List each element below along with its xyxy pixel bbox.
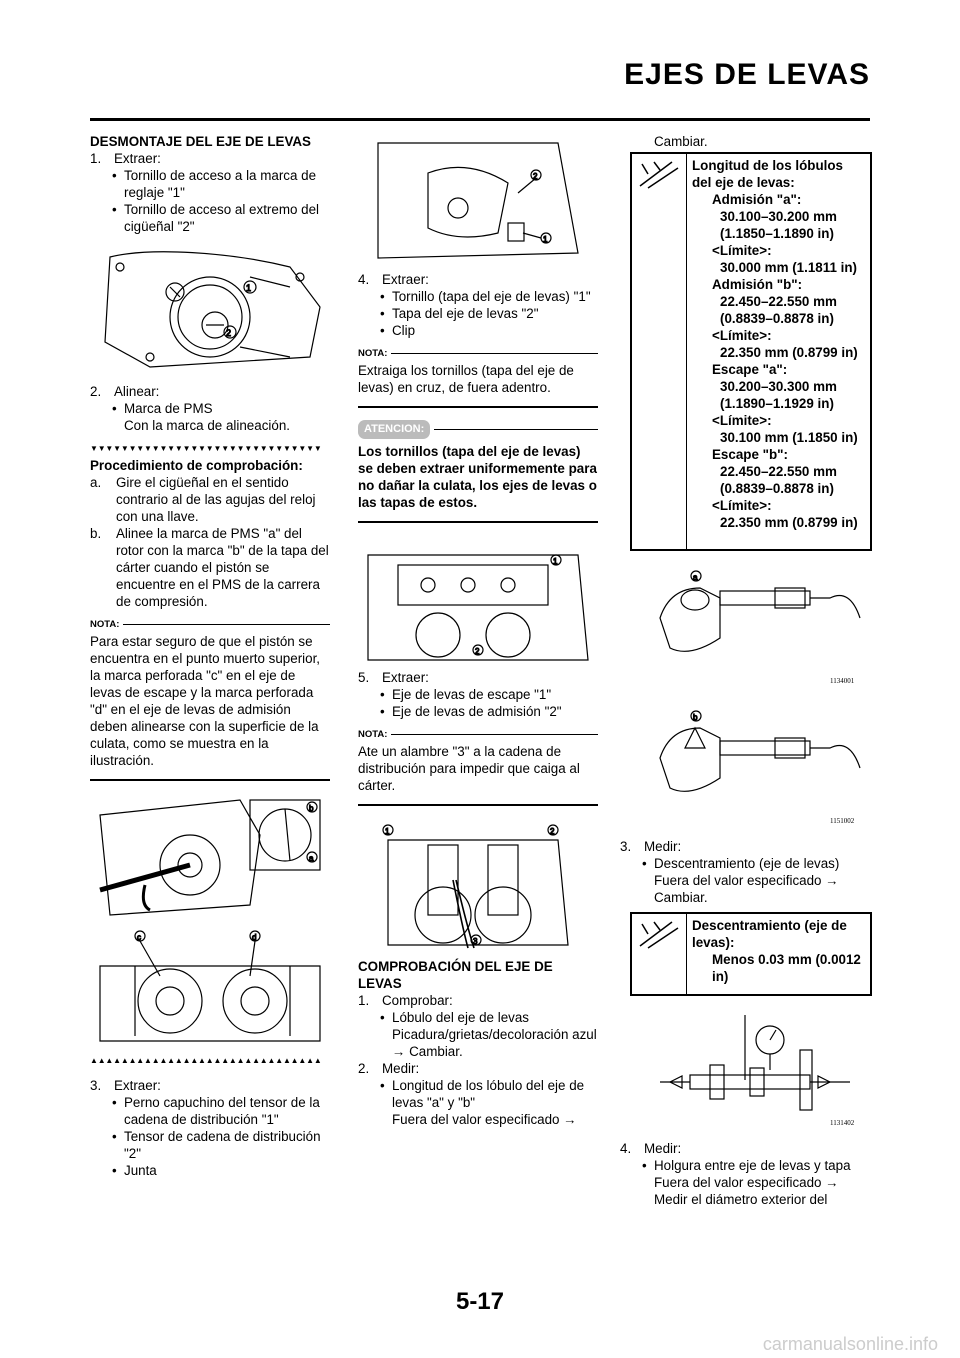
- step-number: 5.: [358, 670, 370, 685]
- cam-cap-illustration: [358, 535, 598, 663]
- step-letter: b.: [90, 526, 102, 541]
- svg-text:b: b: [309, 804, 314, 813]
- spec-value: (0.8839–0.8878 in): [720, 311, 834, 326]
- step-label: Comprobar:: [382, 993, 453, 1008]
- bullet-item: • Perno capuchino del tensor de la cadena de distribución "1": [90, 1094, 330, 1128]
- spec-value: 30.200–30.300 mm: [720, 379, 837, 394]
- spec-value: (0.8839–0.8878 in): [720, 481, 834, 496]
- spec-label: Admisión "b":: [712, 277, 803, 292]
- spec-value: 30.100–30.200 mm: [720, 209, 837, 224]
- step-4: [358, 271, 598, 288]
- header-rule: [90, 118, 870, 121]
- step-number: 2.: [358, 1061, 370, 1076]
- spec-limit-label: <Límite>:: [712, 413, 772, 428]
- caution-text: Los tornillos (tapa del eje de levas) se deben extraer uniformemente para no dañar la culata, los ejes de levas o las tapas de estos.: [358, 444, 597, 510]
- engine-cover-illustration: [90, 247, 330, 375]
- bullet-item: • Holgura entre eje de levas y tapa: [620, 1157, 870, 1174]
- spec-limit-label: <Límite>:: [712, 243, 772, 258]
- step-number: 3.: [620, 839, 632, 854]
- camshaft-marks-illustration: [90, 926, 330, 1046]
- note-end-rule: [90, 779, 330, 781]
- bullet-item: • Longitud de los lóbulo del eje de levas "a" y "b": [358, 1077, 598, 1111]
- bullet-subtext: Cambiar.: [654, 890, 708, 905]
- bullet-subtext: Picadura/grietas/decoloración azul → Cambiar.: [392, 1027, 597, 1059]
- figure-micrometer-b: [650, 698, 870, 828]
- micrometer-a-illustration: [650, 558, 870, 688]
- spec-title: Descentramiento (eje de levas):: [692, 918, 847, 950]
- bullet-subtext: Fuera del valor especificado →: [392, 1112, 577, 1127]
- column-1: [90, 133, 330, 1179]
- step-label: Extraer:: [382, 670, 429, 685]
- svg-text:2: 2: [475, 647, 480, 656]
- figure-micrometer-a: [650, 558, 870, 688]
- svg-text:a: a: [693, 573, 698, 582]
- figure-code: 1151002: [830, 817, 855, 825]
- note-text: Ate un alambre "3" a la cadena de distribución para impedir que caiga al cárter.: [358, 744, 580, 793]
- figure-engine-cover: [90, 247, 330, 375]
- bullet-subtext: Fuera del valor especificado →: [654, 1175, 839, 1190]
- note-end-rule: [358, 406, 598, 408]
- caliper-icon: [632, 914, 686, 954]
- step-number: 1.: [90, 151, 102, 166]
- page-number: 5-17: [455, 1288, 505, 1315]
- svg-text:c: c: [137, 933, 141, 942]
- caution-end-rule: [358, 521, 598, 523]
- step-number: 3.: [90, 1078, 102, 1093]
- step-label: Extraer:: [114, 1078, 161, 1093]
- svg-text:1: 1: [385, 827, 390, 836]
- bullet-subtext: Fuera del valor especificado →: [654, 873, 839, 888]
- svg-text:1: 1: [543, 235, 548, 244]
- spec-icon-cell: [632, 914, 687, 994]
- column-3: [620, 133, 870, 150]
- step-text: Alinee la marca de PMS "a" del rotor con la marca "b" de la tapa del cárter cuando el pistón se encuentre en el PMS de la carrera de compresión.: [116, 526, 329, 609]
- spec-value: Menos 0.03 mm (0.0012 in): [712, 952, 861, 984]
- micrometer-b-illustration: [650, 698, 870, 828]
- measure-step-4: [620, 1140, 870, 1157]
- spec-limit-value: 22.350 mm (0.8799 in): [720, 515, 858, 530]
- svg-text:2: 2: [226, 328, 232, 338]
- figure-camshaft-wire: [358, 820, 598, 950]
- svg-text:d: d: [252, 933, 257, 942]
- step-label: Extraer:: [114, 151, 161, 166]
- spec-value: (1.1890–1.1929 in): [720, 396, 834, 411]
- procedure-heading: Procedimiento de comprobación:: [90, 458, 303, 473]
- svg-text:2: 2: [550, 827, 555, 836]
- spec-value: 22.450–22.550 mm: [720, 294, 837, 309]
- spec-box-runout: [630, 912, 872, 996]
- caution-header: [358, 420, 598, 439]
- spec-limit-label: <Límite>:: [712, 328, 772, 343]
- step-1: [90, 150, 330, 167]
- bullet-item: • Tornillo (tapa del eje de levas) "1": [358, 288, 598, 305]
- step-text: Gire el cigüeñal en el sentido contrario al de las agujas del reloj con una llave.: [116, 475, 316, 524]
- step-number: 4.: [358, 272, 370, 287]
- step-number: 1.: [358, 993, 370, 1008]
- note-header: [358, 726, 598, 743]
- tensor-illustration: [358, 133, 598, 263]
- rotor-alignment-illustration: [90, 795, 330, 920]
- svg-text:3: 3: [473, 937, 478, 946]
- column-3-lower: [620, 838, 870, 906]
- figure-code: 1131402: [830, 1119, 855, 1127]
- step-label: Medir:: [382, 1061, 420, 1076]
- camshaft-wire-illustration: [358, 820, 598, 950]
- measure-step-3: [620, 838, 870, 855]
- bullet-item: • Tapa del eje de levas "2": [358, 305, 598, 322]
- spec-value: 22.450–22.550 mm: [720, 464, 837, 479]
- svg-text:1: 1: [553, 557, 558, 566]
- dial-gauge-illustration: [650, 1010, 870, 1130]
- spec-label: Escape "b":: [712, 447, 788, 462]
- step-number: 4.: [620, 1141, 632, 1156]
- note-end-rule: [358, 804, 598, 806]
- step-number: 2.: [90, 384, 102, 399]
- bullet-item: • Tornillo de acceso al extremo del cigüeñal "2": [90, 201, 330, 235]
- bullet-item: • Eje de levas de escape "1": [358, 686, 598, 703]
- caution-badge: ATENCION:: [358, 420, 430, 439]
- bullet-item: • Tensor de cadena de distribución "2": [90, 1128, 330, 1162]
- spec-limit-value: 30.000 mm (1.1811 in): [720, 260, 857, 275]
- bullet-item: • Clip: [358, 322, 598, 339]
- spec-text: [692, 157, 866, 531]
- step-letter: a.: [90, 475, 102, 490]
- spec-value: (1.1850–1.1890 in): [720, 226, 834, 241]
- column-2: [358, 133, 598, 1128]
- procedure-end-marker: ▲▲▲▲▲▲▲▲▲▲▲▲▲▲▲▲▲▲▲▲▲▲▲▲▲▲▲▲▲▲: [90, 1056, 322, 1065]
- step-label: Alinear:: [114, 384, 160, 399]
- continued-text: Cambiar.: [654, 134, 708, 149]
- spec-title: Longitud de los lóbulos del eje de levas:: [692, 158, 843, 190]
- step-label: Medir:: [644, 839, 682, 854]
- step-label: Extraer:: [382, 272, 429, 287]
- spec-icon-cell: [632, 154, 687, 549]
- procedure-step-a: [90, 474, 330, 525]
- figure-camshaft-marks: [90, 926, 330, 1046]
- svg-text:b: b: [693, 713, 698, 722]
- figure-dial-gauge: [650, 1010, 870, 1130]
- bullet-item: • Marca de PMS: [90, 400, 330, 417]
- figure-cam-cap: [358, 535, 598, 663]
- bullet-item: • Tornillo de acceso a la marca de reglaje "1": [90, 167, 330, 201]
- step-label: Medir:: [644, 1141, 682, 1156]
- page-title: EJES DE LEVAS: [624, 58, 870, 91]
- note-label: NOTA:: [358, 348, 388, 359]
- bullet-item: • Lóbulo del eje de levas: [358, 1009, 598, 1026]
- check-step-2: [358, 1060, 598, 1077]
- bullet-subtext: Con la marca de alineación.: [124, 418, 290, 433]
- bullet-item: • Descentramiento (eje de levas): [620, 855, 870, 872]
- procedure-step-b: [90, 525, 330, 610]
- spec-label: Escape "a":: [712, 362, 788, 377]
- spec-label: Admisión "a":: [712, 192, 802, 207]
- spec-limit-value: 30.100 mm (1.1850 in): [720, 430, 858, 445]
- step-3: [90, 1077, 330, 1094]
- procedure-start-marker: ▼▼▼▼▼▼▼▼▼▼▼▼▼▼▼▼▼▼▼▼▼▼▼▼▼▼▼▼▼▼: [90, 444, 322, 453]
- bullet-item: • Eje de levas de admisión "2": [358, 703, 598, 720]
- spec-box-lobe-length: [630, 152, 872, 551]
- spec-text: [692, 917, 866, 985]
- figure-rotor-mark: [90, 795, 330, 920]
- figure-code: 1134001: [830, 677, 855, 685]
- svg-text:1: 1: [246, 283, 252, 293]
- note-header: [90, 616, 330, 633]
- bullet-item: • Junta: [90, 1162, 330, 1179]
- step-5: [358, 669, 598, 686]
- section-heading: DESMONTAJE DEL EJE DE LEVAS: [90, 134, 311, 149]
- check-step-1: [358, 992, 598, 1009]
- note-label: NOTA:: [358, 729, 388, 740]
- note-label: NOTA:: [90, 619, 120, 630]
- spec-limit-label: <Límite>:: [712, 498, 772, 513]
- figure-tensor: [358, 133, 598, 263]
- svg-text:a: a: [309, 854, 314, 863]
- caliper-icon: [632, 154, 686, 194]
- svg-text:2: 2: [533, 172, 538, 181]
- spec-limit-value: 22.350 mm (0.8799 in): [720, 345, 858, 360]
- bullet-subtext: Medir el diámetro exterior del: [654, 1192, 828, 1207]
- column-3-bottom: [620, 1140, 870, 1208]
- note-text: Extraiga los tornillos (tapa del eje de levas) en cruz, de fuera adentro.: [358, 363, 574, 395]
- note-header: [358, 345, 598, 362]
- check-heading: COMPROBACIÓN DEL EJE DE LEVAS: [358, 959, 553, 991]
- footer-watermark: carmanualsonline.info: [762, 1334, 938, 1354]
- step-2: [90, 383, 330, 400]
- note-text: Para estar seguro de que el pistón se encuentra en el punto muerto superior, la marca perforada "c" en el eje de levas de escape y la marca perforada "d" en el eje de levas de admisión deben alinearse con la superficie de la culata, como se muestra en la ilustración.: [90, 634, 321, 768]
